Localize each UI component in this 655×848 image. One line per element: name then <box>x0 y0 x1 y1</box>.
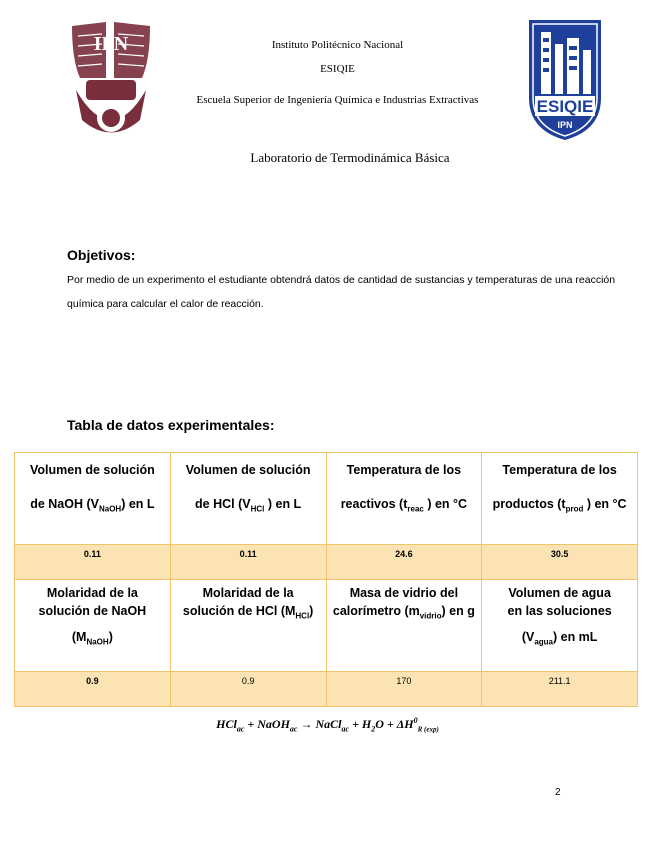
header-cell-reactant-temp: Temperatura de los reactivos ($t_{reac}$ ) en °C <box>326 453 482 545</box>
value-cell: 170 <box>326 672 482 707</box>
header-cell-naoh-volume: Volumen de solución de NaOH $(V_{NaOH})$ en L <box>15 453 171 545</box>
ipn-logo <box>66 20 156 142</box>
school-full-name: Escuela Superior de Ingeniería Química e Industrias Extractivas <box>196 94 479 106</box>
value-cell: 24.6 <box>326 545 482 580</box>
header-cell-hcl-molarity: Molaridad de la solución de HCl $(M_{HCl})$ <box>170 580 326 672</box>
school-short-name: ESIQIE <box>320 63 355 75</box>
esiqie-logo-text: ESIQIE <box>536 97 594 116</box>
table-row <box>15 453 638 545</box>
header-cell-glass-mass: Masa de vidrio del calorímetro $(m_{vidrio})$ en g <box>326 580 482 672</box>
header-cell-water-volume: Volumen de agua en las soluciones $(V_{agua})$ en mL <box>482 580 638 672</box>
value-cell: 30.5 <box>482 545 638 580</box>
table-row <box>15 580 638 672</box>
experimental-data-table <box>14 452 638 707</box>
objectives-text: Por medio de un experimento el estudiante obtendrá datos de cantidad de sustancias y temperaturas de una reacción química para calcular el calor de reacción. <box>67 274 616 310</box>
reaction-equation: HCl$_{ac}$ + NaOH$_{ac}$ → NaCl$_{ac}$ + $H_2O + \Delta H^0_{R (exp)}$ <box>216 716 439 734</box>
value-cell: 0.11 <box>15 545 171 580</box>
esiqie-logo-subtext: IPN <box>557 120 573 130</box>
table-heading: Tabla de datos experimentales: <box>67 417 275 433</box>
value-cell: 211.1 <box>482 672 638 707</box>
page-number: 2 <box>555 787 561 798</box>
table-row <box>15 672 638 707</box>
value-cell: 0.9 <box>15 672 171 707</box>
value-cell: 0.9 <box>170 672 326 707</box>
objectives-heading: Objetivos: <box>67 247 136 263</box>
lab-name: Laboratorio de Termodinámica Básica <box>250 150 450 165</box>
header-cell-product-temp: Temperatura de los productos ($t_{prod}$ ) en °C <box>482 453 638 545</box>
ipn-logo-text: IPN <box>93 33 129 55</box>
esiqie-logo <box>523 18 607 142</box>
value-cell: 0.11 <box>170 545 326 580</box>
institution-name: Instituto Politécnico Nacional <box>271 39 404 51</box>
header-cell-naoh-molarity: Molaridad de la solución de NaOH $(M_{NaOH})$ <box>15 580 171 672</box>
table-row <box>15 545 638 580</box>
header-cell-hcl-volume: Volumen de solución de HCl ($V_{HCl}$ ) en L <box>170 453 326 545</box>
